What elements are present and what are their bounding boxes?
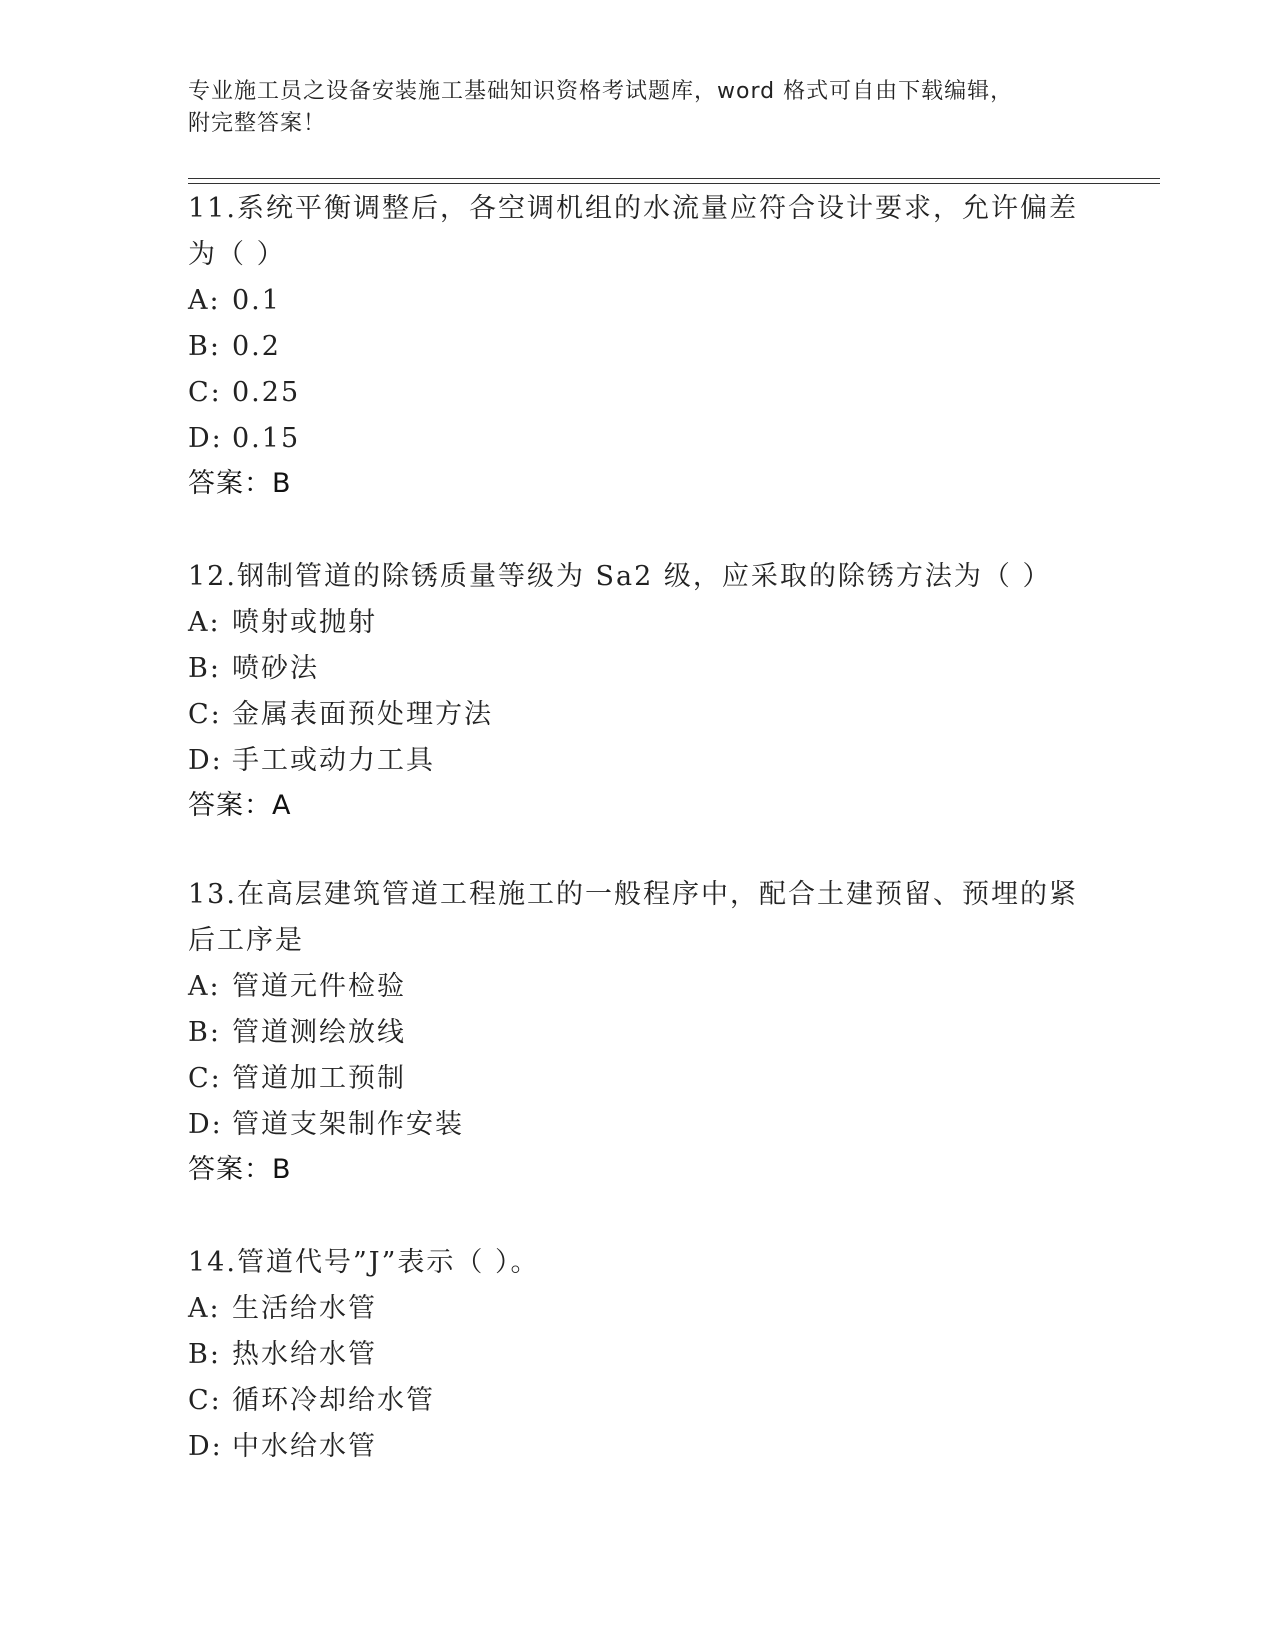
option-a	[188, 600, 1088, 646]
option-text: 0.2	[232, 331, 281, 362]
option-letter: B:	[188, 331, 221, 362]
option-b	[188, 646, 1088, 692]
question-stem: 后工序是	[188, 925, 304, 956]
answer: 答案：A	[188, 790, 292, 821]
option-letter: D:	[188, 423, 223, 454]
option-letter: A:	[188, 971, 221, 1002]
header-line-2: 附完整答案！	[188, 111, 327, 136]
option-letter: D:	[188, 745, 223, 776]
option-text: 手工或动力工具	[232, 745, 435, 776]
header-divider-top	[188, 178, 1160, 179]
question-stem: 11.系统平衡调整后，各空调机组的水流量应符合设计要求，允许偏差	[188, 193, 1078, 224]
option-text: 0.15	[232, 423, 301, 454]
question-stem: 13.在高层建筑管道工程施工的一般程序中，配合土建预留、预埋的紧	[188, 879, 1078, 910]
question-stem: 为（ ）	[188, 239, 286, 270]
option-letter: B:	[188, 1339, 221, 1370]
option-letter: C:	[188, 699, 222, 730]
option-text: 循环冷却给水管	[232, 1385, 435, 1416]
question-13	[188, 872, 1088, 1192]
option-text: 喷射或抛射	[232, 607, 377, 638]
option-letter: B:	[188, 1017, 221, 1048]
option-letter: C:	[188, 1063, 222, 1094]
option-text: 热水给水管	[232, 1339, 377, 1370]
option-text: 0.25	[232, 377, 301, 408]
option-letter: A:	[188, 1293, 221, 1324]
option-text: 管道支架制作安装	[232, 1109, 464, 1140]
question-14	[188, 1240, 1088, 1470]
option-b	[188, 324, 1088, 370]
option-letter: C:	[188, 1385, 222, 1416]
option-c	[188, 1378, 1088, 1424]
option-a	[188, 278, 1088, 324]
option-letter: A:	[188, 607, 221, 638]
option-d	[188, 1102, 1088, 1148]
option-b	[188, 1332, 1088, 1378]
question-stem: 14.管道代号”J”表示（ ）。	[188, 1247, 540, 1278]
option-c	[188, 370, 1088, 416]
option-d	[188, 738, 1088, 784]
question-11	[188, 186, 1088, 506]
option-text: 管道测绘放线	[232, 1017, 406, 1048]
option-c	[188, 692, 1088, 738]
option-letter: D:	[188, 1431, 223, 1462]
option-letter: D:	[188, 1109, 223, 1140]
option-a	[188, 1286, 1088, 1332]
option-letter: C:	[188, 377, 222, 408]
option-letter: A:	[188, 285, 221, 316]
option-d	[188, 416, 1088, 462]
option-text: 管道元件检验	[232, 971, 406, 1002]
header-line-1: 专业施工员之设备安装施工基础知识资格考试题库，word 格式可自由下载编辑，	[188, 79, 1014, 104]
option-a	[188, 964, 1088, 1010]
question-stem: 12.钢制管道的除锈质量等级为 Sa2 级，应采取的除锈方法为（ ）	[188, 561, 1052, 592]
option-text: 管道加工预制	[232, 1063, 406, 1094]
answer: 答案：B	[188, 468, 292, 499]
option-c	[188, 1056, 1088, 1102]
question-12	[188, 554, 1088, 828]
answer: 答案：B	[188, 1154, 292, 1185]
option-text: 生活给水管	[232, 1293, 377, 1324]
header-divider-bottom	[188, 183, 1160, 184]
option-text: 0.1	[232, 285, 281, 316]
option-letter: B:	[188, 653, 221, 684]
option-d	[188, 1424, 1088, 1470]
document-header	[188, 76, 1088, 140]
option-b	[188, 1010, 1088, 1056]
option-text: 金属表面预处理方法	[232, 699, 493, 730]
option-text: 喷砂法	[232, 653, 319, 684]
option-text: 中水给水管	[232, 1431, 377, 1462]
